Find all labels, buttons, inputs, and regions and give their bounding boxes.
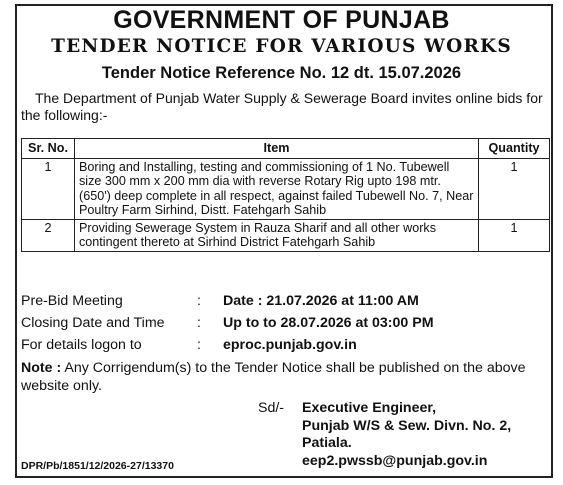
row-item: Providing Sewerage System in Rauza Sharif and all other works contingent thereto at Sirhind District Fatehgarh Sahib xyxy=(75,219,479,251)
website-link: eproc.punjab.gov.in xyxy=(223,337,357,353)
tender-items-table xyxy=(21,138,550,252)
note-label: Note : xyxy=(21,360,62,376)
pre-bid-label: Pre-Bid Meeting xyxy=(21,293,123,309)
details-logon-label: For details logon to xyxy=(21,337,142,353)
row-item: Boring and Installing, testing and commissioning of 1 No. Tubewell size 300 mm x 200 mm dia with reverse Rotary Rig upto 198 mtr. (650') deep complete in all respect, against failed Tubewell No. 7, Near Poultry Farm Sirhind, Distt. Fatehgarh Sahib xyxy=(75,158,479,219)
closing-date-label: Closing Date and Time xyxy=(21,315,165,331)
row-sr-no: 1 xyxy=(22,158,75,219)
table-row xyxy=(22,158,550,219)
closing-date-colon: : xyxy=(197,315,201,331)
signatory-designation: Executive Engineer, xyxy=(302,400,437,416)
intro-paragraph: The Department of Punjab Water Supply & Sewerage Board invites online bids for the following:- xyxy=(21,90,543,123)
dpr-reference-code: DPR/Pb/1851/12/2026-27/13370 xyxy=(21,460,174,472)
signature-sd: Sd/- xyxy=(258,400,285,416)
row-sr-no: 2 xyxy=(22,219,75,251)
signatory-division: Punjab W/S & Sew. Divn. No. 2, xyxy=(302,417,512,434)
table-header-row xyxy=(22,139,550,159)
header-item: Item xyxy=(75,139,479,159)
table-row xyxy=(22,219,550,251)
header-sr-no: Sr. No. xyxy=(22,139,75,159)
row-quantity: 1 xyxy=(479,219,550,251)
pre-bid-value: Date : 21.07.2026 at 11:00 AM xyxy=(223,293,419,309)
closing-date-value: Up to to 28.07.2026 at 03:00 PM xyxy=(223,315,434,331)
notice-reference: Tender Notice Reference No. 12 dt. 15.07.2026 xyxy=(101,64,462,82)
details-logon-colon: : xyxy=(197,337,201,353)
government-heading: GOVERNMENT OF PUNJAB xyxy=(113,6,450,34)
corrigendum-note xyxy=(21,360,553,395)
row-quantity: 1 xyxy=(479,158,550,219)
note-text: Any Corrigendum(s) to the Tender Notice shall be published on the above website only. xyxy=(21,360,526,394)
signatory-email: eep2.pwssb@punjab.gov.in xyxy=(302,452,488,469)
header-quantity: Quantity xyxy=(479,139,550,159)
notice-title: TENDER NOTICE FOR VARIOUS WORKS xyxy=(51,36,512,57)
pre-bid-colon: : xyxy=(197,293,201,309)
signatory-details xyxy=(302,400,511,470)
signatory-city: Patiala. xyxy=(302,435,352,451)
